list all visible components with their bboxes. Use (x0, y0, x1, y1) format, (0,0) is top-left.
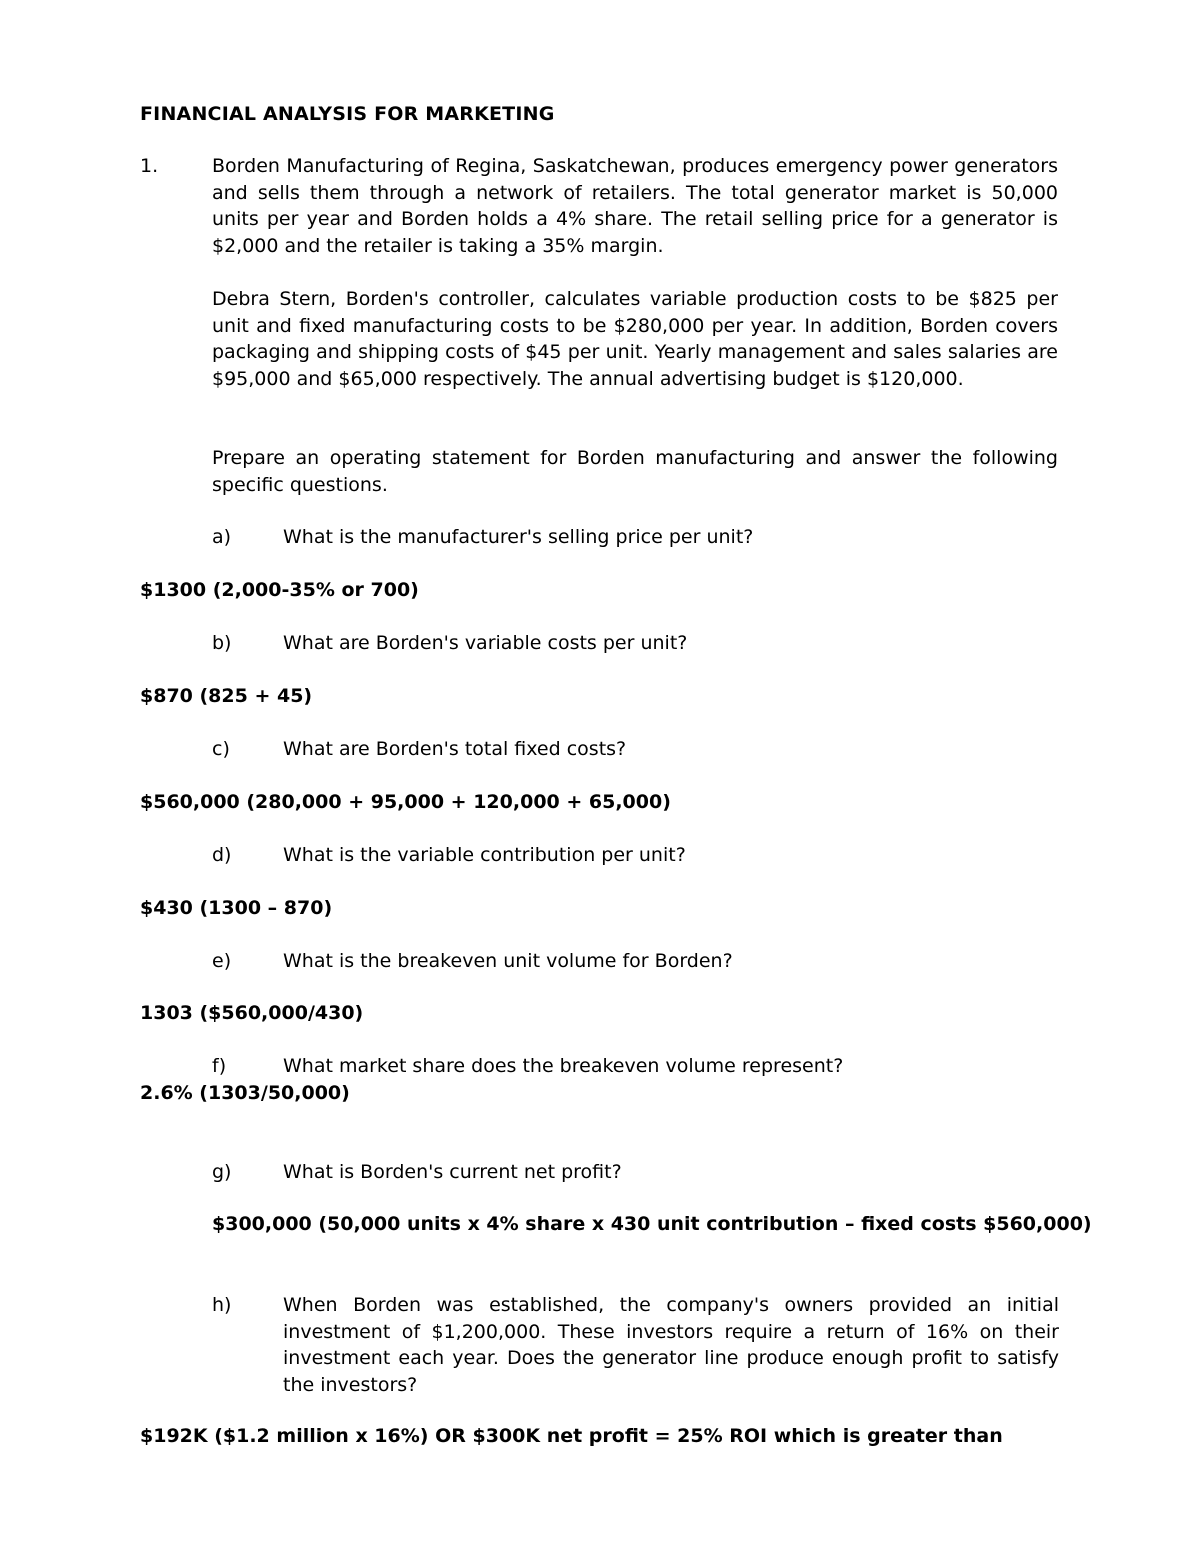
answer-e: 1303 ($560,000/430) (140, 1002, 364, 1024)
question-text-e: What is the breakeven unit volume for Borden? (283, 950, 733, 972)
question-label-f: f) (212, 1055, 227, 1077)
question-label-a: a) (212, 526, 232, 548)
question-text-c: What are Borden's total fixed costs? (283, 738, 627, 760)
question-text-g: What is Borden's current net profit? (283, 1161, 622, 1183)
answer-f: 2.6% (1303/50,000) (140, 1082, 350, 1104)
question-label-g: g) (212, 1161, 232, 1183)
answer-h: $192K ($1.2 million x 16%) OR $300K net profit = 25% ROI which is greater than (140, 1425, 1003, 1447)
question-label-e: e) (212, 950, 232, 972)
problem-paragraph-3: Prepare an operating statement for Borden manufacturing and answer the following specific questions. (212, 447, 1058, 496)
question-text-d: What is the variable contribution per unit? (283, 844, 686, 866)
answer-d: $430 (1300 – 870) (140, 897, 333, 919)
question-text-f: What market share does the breakeven volume represent? (283, 1055, 844, 1077)
question-text-a: What is the manufacturer's selling price per unit? (283, 526, 754, 548)
document-title: FINANCIAL ANALYSIS FOR MARKETING (140, 103, 555, 125)
problem-paragraph-1: Borden Manufacturing of Regina, Saskatchewan, produces emergency power generators and sells them through a network of retailers. The total generator market is 50,000 units per year and Borden holds a 4% share. The retail selling price for a generator is $2,000 and the retailer is taking a 35% margin. (212, 155, 1058, 258)
problem-paragraph-2: Debra Stern, Borden's controller, calculates variable production costs to be $825 per unit and fixed manufacturing costs to be $280,000 per year. In addition, Borden covers packaging and shipping costs of $45 per unit. Yearly management and sales salaries are $95,000 and $65,000 respectively. The annual advertising budget is $120,000. (212, 288, 1058, 391)
answer-a: $1300 (2,000-35% or 700) (140, 579, 419, 601)
question-label-d: d) (212, 844, 232, 866)
question-text-h: When Borden was established, the company's owners provided an initial investment of $1,200,000. These investors require a return of 16% on their investment each year. Does the generator line produce enough profit to satisfy the investors? (283, 1294, 1059, 1397)
answer-g: $300,000 (50,000 units x 4% share x 430 unit contribution – fixed costs $560,000) (212, 1213, 1092, 1235)
question-label-b: b) (212, 632, 232, 654)
problem-number: 1. (140, 155, 159, 177)
question-label-h: h) (212, 1294, 232, 1316)
answer-c: $560,000 (280,000 + 95,000 + 120,000 + 65,000) (140, 791, 671, 813)
question-text-b: What are Borden's variable costs per unit? (283, 632, 688, 654)
question-label-c: c) (212, 738, 230, 760)
answer-b: $870 (825 + 45) (140, 685, 313, 707)
